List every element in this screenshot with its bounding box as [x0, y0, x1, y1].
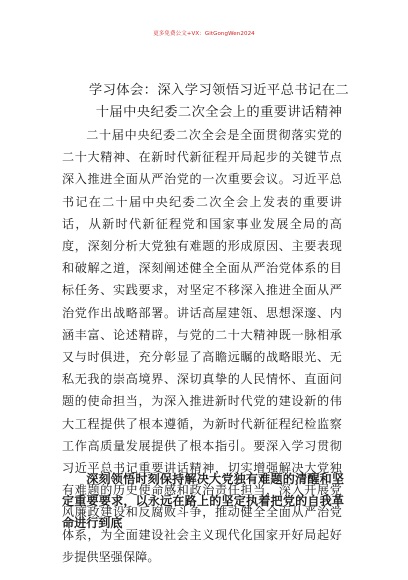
section-heading: 深刻领悟时刻保持解决大党独有难题的清醒和坚定重要要求，以永远在路上的坚定执着把党的自我革命进行到底	[62, 472, 344, 531]
watermark-text: 更多免费公文+VX：GitGongWen2024	[153, 31, 255, 37]
body-paragraph: 二十届中央纪委二次全会是全面贯彻落实党的二十大精神、在新时代新征程开局起步的关键节点深入推进全面从严治党的一次重要会议。习近平总书记在二十届中央纪委二次全会上发表的重要讲话，从新时代新征程党和国家事业发展全局的高度，深刻分析大党独有难题的形成原因、主要表现和破解之道，深刻阐述健全全面从严治党体系的目标任务、实践要求，对坚定不移深入推进全面从严治党作出战略部署。讲话高屋建瓴、思想深邃、内涵丰富、论述精辟，与党的二十大精神既一脉相承又与时俱进，充分彰显了高瞻远瞩的战略眼光、无私无我的崇高境界、深切真挚的人民情怀、直面问题的使命担当，为深入推进新时代党的建设新的伟大工程提供了根本遵循，为新时代新征程纪检监察工作高质量发展提供了根本指引。要深入学习贯彻习近平总书记重要讲话精神，切实增强解决大党独有难题的历史使命感和政治责任担当，深入开展党风廉政建设和反腐败斗争，推动健全全面从严治党体系，为全面建设社会主义现代化国家开好局起好步提供坚强保障。	[62, 128, 342, 564]
document-title: 学习体会：深入学习领悟习近平总书记在二十届中央纪委二次全会上的重要讲话精神	[88, 83, 350, 120]
